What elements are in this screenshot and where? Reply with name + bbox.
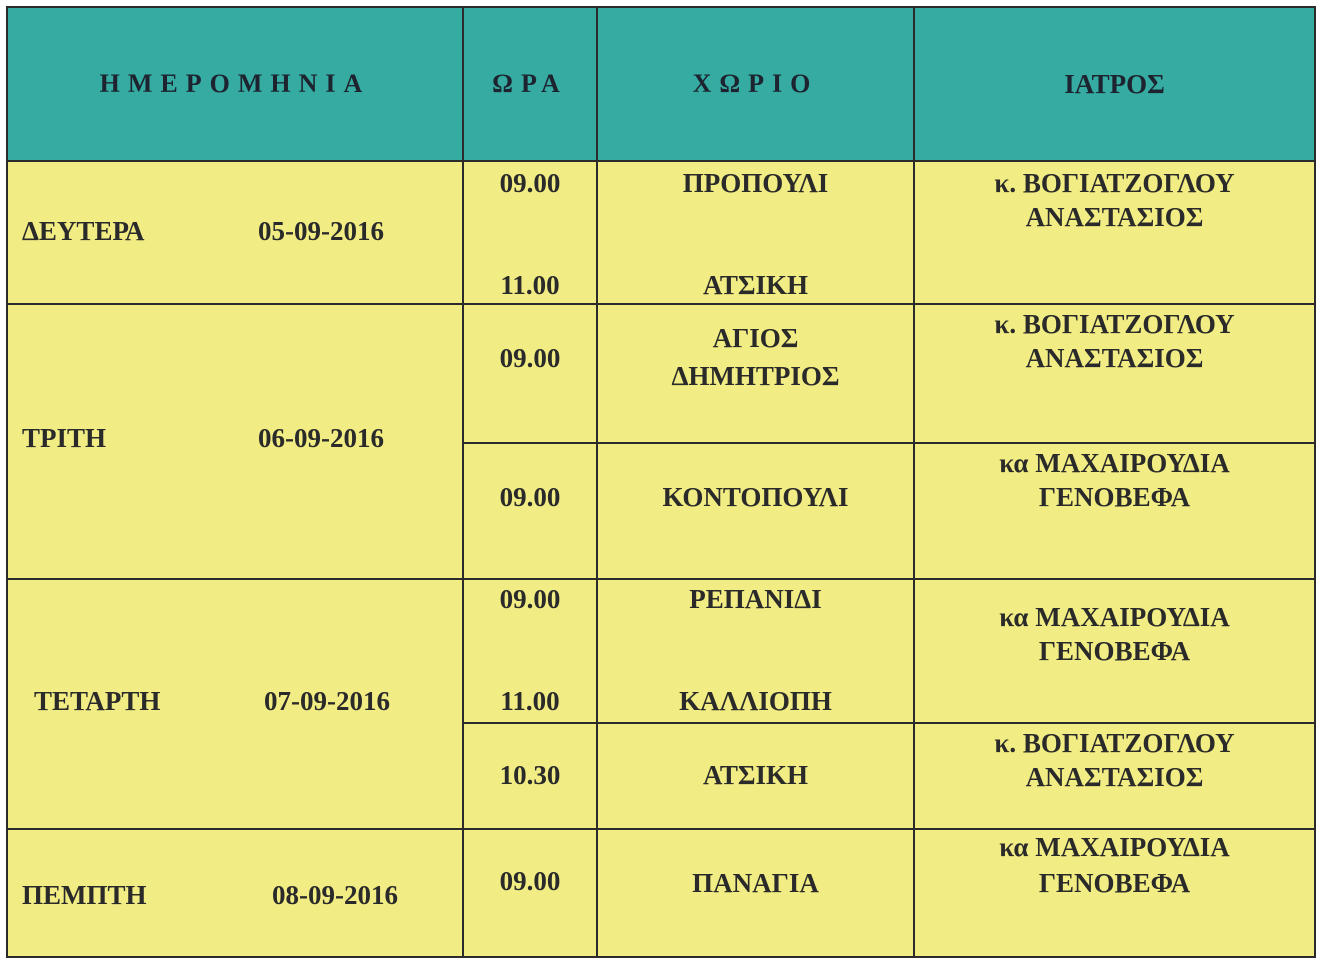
date-cell-monday [7,161,463,304]
doctor-cell [914,723,1315,829]
doctor-name: κ. ΒΟΓΙΑΤΖΟΓΛΟΥ [994,309,1235,339]
header-row [7,7,1315,161]
time-value: 09.00 [499,168,561,198]
time-cell [463,161,597,304]
time-value: 09.00 [499,866,561,896]
day-label: ΤΕΤΑΡΤΗ [34,686,161,716]
village-name: ΑΓΙΟΣ [712,323,799,353]
time-cell [463,304,597,443]
date-label: 05-09-2016 [258,216,384,246]
doctor-cell [914,579,1315,723]
village-name: ΠΡΟΠΟΥΛΙ [682,168,829,198]
header-date: ΗΜΕΡΟΜΗΝΙΑ [7,7,463,161]
time-value: 09.00 [499,343,561,373]
village-name: ΠΑΝΑΓΙΑ [692,868,819,898]
header-village: ΧΩΡΙΟ [597,7,914,161]
village-cell [597,579,914,723]
doctor-cell [914,304,1315,443]
doctor-name: ΓΕΝΟΒΕΦΑ [1038,868,1191,898]
header-doctor: ΙΑΤΡΟΣ [914,7,1315,161]
doctor-name: κα ΜΑΧΑΙΡΟΥΔΙΑ [999,602,1230,632]
doctor-name: ΑΝΑΣΤΑΣΙΟΣ [1025,762,1204,792]
time-cell [463,829,597,957]
village-name: ΚΟΝΤΟΠΟΥΛΙ [662,482,849,512]
schedule-table [6,6,1316,958]
village-cell [597,161,914,304]
village-name: ΔΗΜΗΤΡΙΟΣ [671,361,840,391]
village-cell [597,443,914,579]
doctor-name: ΓΕΝΟΒΕΦΑ [1038,482,1191,512]
table-row [7,161,1315,304]
table-row [7,579,1315,723]
doctor-name: ΑΝΑΣΤΑΣΙΟΣ [1025,202,1204,232]
table-row [7,304,1315,443]
village-name: ΑΤΣΙΚΗ [702,270,809,300]
day-label: ΔΕΥΤΕΡΑ [22,216,145,246]
date-label: 08-09-2016 [272,880,398,910]
doctor-name: κ. ΒΟΓΙΑΤΖΟΓΛΟΥ [994,168,1235,198]
village-name: ΚΑΛΛΙΟΠΗ [679,686,832,716]
date-cell-thursday [7,829,463,957]
time-value: 11.00 [500,686,560,716]
village-name: ΡΕΠΑΝΙΔΙ [689,584,822,614]
time-value: 09.00 [499,482,561,512]
table-row [7,829,1315,957]
time-value: 09.00 [499,584,561,614]
time-cell [463,723,597,829]
doctor-name: κα ΜΑΧΑΙΡΟΥΔΙΑ [999,448,1230,478]
date-cell-wednesday [7,579,463,829]
village-cell [597,723,914,829]
time-value: 10.30 [499,760,561,790]
date-label: 07-09-2016 [264,686,390,716]
day-label: ΤΡΙΤΗ [22,423,107,453]
doctor-cell [914,829,1315,957]
date-cell-tuesday [7,304,463,579]
doctor-name: ΑΝΑΣΤΑΣΙΟΣ [1025,343,1204,373]
doctor-cell [914,161,1315,304]
date-label: 06-09-2016 [258,423,384,453]
village-name: ΑΤΣΙΚΗ [702,760,809,790]
header-time: ΩΡΑ [463,7,597,161]
time-cell [463,579,597,723]
time-value: 11.00 [500,270,560,300]
village-cell [597,829,914,957]
doctor-cell [914,443,1315,579]
doctor-name: κ. ΒΟΓΙΑΤΖΟΓΛΟΥ [994,728,1235,758]
day-label: ΠΕΜΠΤΗ [22,880,147,910]
time-cell [463,443,597,579]
village-cell [597,304,914,443]
doctor-name: ΓΕΝΟΒΕΦΑ [1038,636,1191,666]
doctor-name: κα ΜΑΧΑΙΡΟΥΔΙΑ [999,832,1230,862]
